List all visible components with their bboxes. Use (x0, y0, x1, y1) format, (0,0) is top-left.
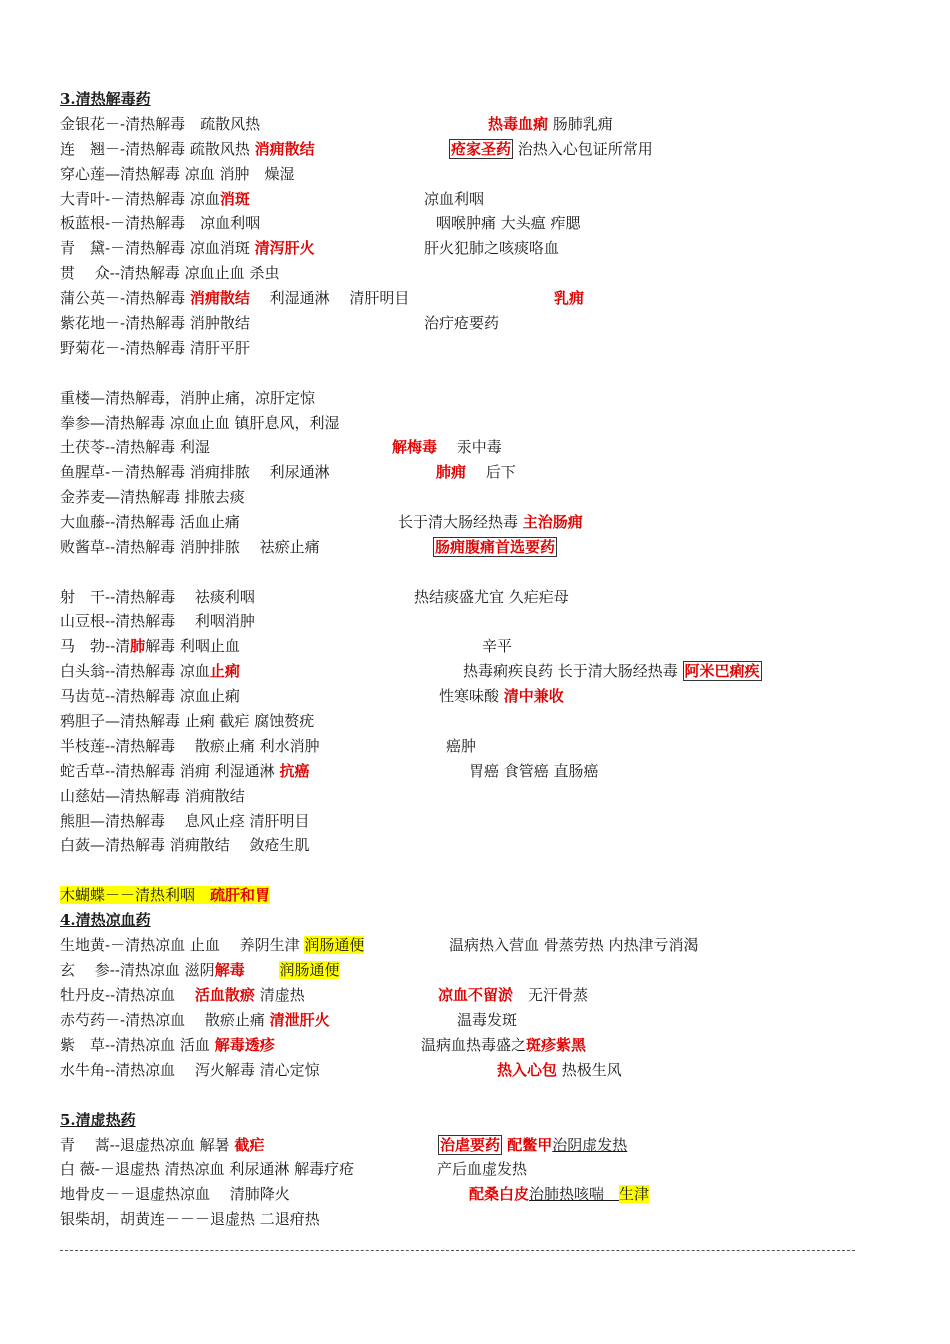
herb-line: 蒲公英－-清热解毒 消痈散结 利湿通淋 清肝明目 (60, 289, 410, 307)
herb-line: 拳参—清热解毒 凉血止血 镇肝息风，利湿 (60, 414, 340, 432)
herb-line: 赤芍药－-清热凉血 散瘀止痛 清泄肝火 (60, 1011, 330, 1029)
herb-line: 白头翁--清热解毒 凉血止痢 (60, 662, 240, 680)
herb-line: 地骨皮－－退虚热凉血 清肺降火 (60, 1185, 290, 1203)
herb-note: 长于清大肠经热毒 主治肠痈 (398, 513, 583, 531)
section-heading-4: 4.清热凉血药 (60, 911, 151, 929)
herb-note: 凉血利咽 (424, 190, 485, 208)
herb-note: 性寒味酸 清中兼收 (439, 687, 564, 705)
herb-line: 野菊花－-清热解毒 清肝平肝 (60, 339, 250, 357)
boxed-highlight: 阿米巴痢疾 (684, 662, 760, 680)
herb-note: 治虐要药 配鳖甲治阴虚发热 (440, 1136, 628, 1154)
dashed-separator (60, 1250, 855, 1251)
herb-note: 胃癌 食管癌 直肠癌 (469, 762, 599, 780)
herb-line: 青 蒿--退虚热凉血 解暑 截疟 (60, 1136, 265, 1154)
herb-line: 大青叶-－清热解毒 凉血消斑 (60, 190, 250, 208)
herb-line: 马齿苋--清热解毒 凉血止痢 (60, 687, 240, 705)
herb-line: 紫花地－-清热解毒 消肿散结 (60, 314, 250, 332)
herb-line: 板蓝根-－清热解毒 凉血利咽 (60, 214, 261, 232)
herb-note: 热入心包 热极生风 (497, 1061, 622, 1079)
herb-note: 产后血虚发热 (437, 1160, 528, 1178)
herb-note: 辛平 (482, 637, 513, 655)
herb-line: 蛇舌草--清热解毒 消痈 利湿通淋 抗癌 (60, 762, 310, 780)
herb-line: 土茯苓--清热解毒 利湿 (60, 438, 210, 456)
section-heading-5: 5.清虚热药 (60, 1111, 136, 1129)
herb-line: 鸦胆子—清热解毒 止痢 截疟 腐蚀赘疣 (60, 712, 315, 730)
herb-note: 肺痈 后下 (436, 463, 516, 481)
herb-line: 山慈姑—清热解毒 消痈散结 (60, 787, 245, 805)
boxed-highlight: 疮家圣药 (451, 140, 512, 158)
herb-note: 癌肿 (446, 737, 477, 755)
herb-line: 金银花－-清热解毒 疏散风热 (60, 115, 261, 133)
herb-note: 咽喉肿痛 大头瘟 痄腮 (436, 214, 581, 232)
herb-line: 重楼—清热解毒，消肿止痛，凉肝定惊 (60, 389, 316, 407)
herb-note: 解梅毒 汞中毒 (392, 438, 502, 456)
herb-line: 水牛角--清热凉血 泻火解毒 清心定惊 (60, 1061, 320, 1079)
herb-note: 温病血热毒盛之斑疹紫黑 (421, 1036, 587, 1054)
section-heading-3: 3.清热解毒药 (60, 90, 151, 108)
herb-line: 银柴胡，胡黄连－－－退虚热 二退疳热 (60, 1210, 320, 1228)
boxed-highlight: 治虐要药 (440, 1136, 501, 1154)
herb-line: 金荞麦—清热解毒 排脓去痰 (60, 488, 245, 506)
herb-line: 白 薇-－退虚热 清热凉血 利尿通淋 解毒疗疮 (60, 1160, 355, 1178)
herb-note: 乳痈 (554, 289, 585, 307)
herb-note: 治疔疮要药 (424, 314, 500, 332)
herb-note (433, 537, 557, 557)
herb-line: 大血藤--清热解毒 活血止痛 (60, 513, 240, 531)
herb-note: 热结痰盛尤宜 久疟疟母 (414, 588, 569, 606)
herb-line: 玄 参--清热凉血 滋阴解毒 润肠通便 (60, 961, 340, 979)
herb-line: 马 勃--清肺解毒 利咽止血 (60, 637, 240, 655)
herb-note: 配桑白皮治肺热咳喘 生津 (469, 1185, 650, 1203)
herb-line: 山豆根--清热解毒 利咽消肿 (60, 612, 255, 630)
herb-note: 疮家圣药 治热入心包证所常用 (451, 140, 653, 158)
herb-line: 紫 草--清热凉血 活血 解毒透疹 (60, 1036, 275, 1054)
herb-line: 牡丹皮--清热凉血 活血散瘀 清虚热 (60, 986, 305, 1004)
herb-note: 温病热入营血 骨蒸劳热 内热津亏消渴 (449, 936, 699, 954)
herb-line: 连 翘－-清热解毒 疏散风热 消痈散结 (60, 140, 315, 158)
herb-line: 生地黄-－清热凉血 止血 养阴生津 润肠通便 (60, 936, 365, 954)
herb-line: 熊胆—清热解毒 息风止痉 清肝明目 (60, 812, 310, 830)
herb-line: 败酱草--清热解毒 消肿排脓 祛瘀止痛 (60, 538, 320, 556)
herb-note: 凉血不留淤 无汗骨蒸 (438, 986, 589, 1004)
herb-note: 温毒发斑 (457, 1011, 518, 1029)
herb-line-highlighted: 木蝴蝶－－清热利咽 疏肝和胃 (60, 886, 271, 904)
herb-note: 热毒血痢 肠肺乳痈 (488, 115, 613, 133)
herb-line: 贯 众--清热解毒 凉血止血 杀虫 (60, 264, 280, 282)
herb-line: 射 干--清热解毒 祛痰利咽 (60, 588, 255, 606)
herb-note: 肝火犯肺之咳痰咯血 (424, 239, 560, 257)
herb-line: 白蔹—清热解毒 消痈散结 敛疮生肌 (60, 836, 310, 854)
herb-line: 穿心莲—清热解毒 凉血 消肿 燥湿 (60, 165, 295, 183)
herb-line: 青 黛-－清热解毒 凉血消斑 清泻肝火 (60, 239, 315, 257)
herb-note: 热毒痢疾良药 长于清大肠经热毒 阿米巴痢疾 (463, 662, 760, 680)
herb-line: 半枝莲--清热解毒 散瘀止痛 利水消肿 (60, 737, 320, 755)
boxed-highlight: 肠痈腹痛首选要药 (435, 538, 556, 556)
herb-line: 鱼腥草-－清热解毒 消痈排脓 利尿通淋 (60, 463, 330, 481)
